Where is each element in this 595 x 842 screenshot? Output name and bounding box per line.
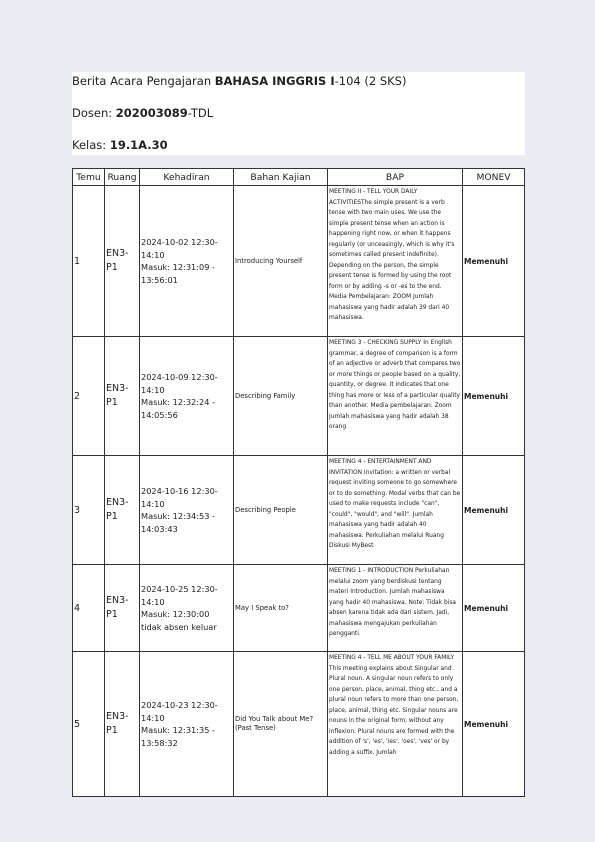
table-row xyxy=(73,337,525,456)
lecturer-id: 202003089 xyxy=(115,106,188,120)
table-row xyxy=(73,456,525,565)
cell-bap xyxy=(328,565,463,652)
cell-monev: Memenuhi xyxy=(463,652,525,797)
col-header-kehadiran: Kehadiran xyxy=(140,169,234,186)
cell-bahan-kajian: Describing People xyxy=(234,456,328,565)
cell-monev: Memenuhi xyxy=(463,186,525,337)
cell-temu: 2 xyxy=(73,337,105,456)
cell-monev: Memenuhi xyxy=(463,565,525,652)
cell-bahan-kajian: Describing Family xyxy=(234,337,328,456)
cell-ruang: EN3-P1 xyxy=(105,652,140,797)
class-prefix: Kelas: xyxy=(72,138,110,152)
bap-text: MEETING 4 - ENTERTAINMENT AND INVITATION Invitation: a written or verbal request inviting someone to go somewhere or to do something. Modal verbs that can be used to make requests include "can", "could", "would", and "will". Jumlah mahasiswa yang hadir adalah 40 mahasiswa. Perkuliahan melalui Ruang Diskusi MyBest xyxy=(329,459,461,549)
table-row xyxy=(73,652,525,797)
kehadiran-masuk: Masuk: 12:32:24 - 14:05:56 xyxy=(141,397,215,420)
course-name: BAHASA INGGRIS I xyxy=(214,74,335,88)
cell-temu: 1 xyxy=(73,186,105,337)
cell-bahan-kajian: May I Speak to? xyxy=(234,565,328,652)
cell-temu: 3 xyxy=(73,456,105,565)
cell-temu: 5 xyxy=(73,652,105,797)
lecturer-suffix: -TDL xyxy=(187,106,214,120)
cell-kehadiran xyxy=(140,337,234,456)
kehadiran-jadwal: 2024-10-16 12:30-14:10 xyxy=(141,486,218,509)
header-lecturer-line xyxy=(72,105,213,121)
cell-monev: Memenuhi xyxy=(463,337,525,456)
cell-kehadiran xyxy=(140,565,234,652)
header-class-line xyxy=(72,137,168,153)
kehadiran-masuk: Masuk: 12:31:35 - 13:58:32 xyxy=(141,725,215,748)
cell-kehadiran xyxy=(140,652,234,797)
cell-bap xyxy=(328,456,463,565)
table-row xyxy=(73,186,525,337)
table-header-row xyxy=(73,169,525,186)
cell-temu: 4 xyxy=(73,565,105,652)
class-code: 19.1A.30 xyxy=(109,138,168,152)
col-header-bap: BAP xyxy=(328,169,463,186)
lecturer-prefix: Dosen: xyxy=(72,106,116,120)
kehadiran-jadwal: 2024-10-02 12:30-14:10 xyxy=(141,237,218,260)
bap-table xyxy=(72,168,525,797)
table-row xyxy=(73,565,525,652)
cell-bap xyxy=(328,337,463,456)
bap-text: MEETING 1 - INTRODUCTION Perkuliahan melalui zoom yang berdiskusi tentang materi Introduction. Jumlah mahasiswa yang hadir 40 mahasiswa. Note: Tidak bisa absen karena tidak ada dari sistem. Jadi, mahasiswa mengajukan perkuliahan pengganti. xyxy=(329,568,457,637)
kehadiran-jadwal: 2024-10-23 12:30-14:10 xyxy=(141,700,218,723)
document-header xyxy=(72,72,525,155)
col-header-monev: MONEV xyxy=(463,169,525,186)
kehadiran-masuk: Masuk: 12:31:09 - 13:56:01 xyxy=(141,262,215,285)
kehadiran-jadwal: 2024-10-09 12:30-14:10 xyxy=(141,372,218,395)
cell-ruang: EN3-P1 xyxy=(105,186,140,337)
header-course-line xyxy=(72,73,406,89)
kehadiran-masuk: Masuk: 12:34:53 - 14:03:43 xyxy=(141,511,215,534)
col-header-ruang: Ruang xyxy=(105,169,140,186)
cell-ruang: EN3-P1 xyxy=(105,565,140,652)
cell-kehadiran xyxy=(140,186,234,337)
cell-ruang: EN3-P1 xyxy=(105,337,140,456)
col-header-temu: Temu xyxy=(73,169,105,186)
kehadiran-jadwal: 2024-10-25 12:30-14:10 xyxy=(141,584,218,607)
cell-kehadiran xyxy=(140,456,234,565)
bap-text: MEETING 4 - TELL ME ABOUT YOUR FAMILY This meeting explains about Singular and Plural noun. A singular noun refers to only one person, place, animal, thing etc., and a plural noun refers to more than one person, place, animal, thing etc. Singular nouns are nouns in the original form, without any inflexion. Plural nouns are formed with the addition of 's', 'es', 'ies', 'oes', 'ves' or by adding a suffix. Jumlah xyxy=(329,655,459,756)
course-suffix: -104 (2 SKS) xyxy=(334,74,407,88)
col-header-bahan-kajian: Bahan Kajian xyxy=(234,169,328,186)
bap-text: MEETING 3 - CHECKING SUPPLY In English grammar, a degree of comparison is a form of an adjective or adverb that compares two or more things or people based on a quality, quantity, or degree. It indicates that one thing has more or less of a particular quality than another. Media pembelajaran: Zoom Jumlah mahasiswa yang hadir adalah 38 orang xyxy=(329,340,461,430)
cell-ruang: EN3-P1 xyxy=(105,456,140,565)
cell-bahan-kajian: Did You Talk about Me? (Past Tense) xyxy=(234,652,328,797)
cell-bap xyxy=(328,652,463,797)
cell-bap xyxy=(328,186,463,337)
course-prefix: Berita Acara Pengajaran xyxy=(72,74,215,88)
cell-monev: Memenuhi xyxy=(463,456,525,565)
kehadiran-masuk: Masuk: 12:30:00 tidak absen keluar xyxy=(141,609,217,632)
cell-bahan-kajian: Introducing Yourself xyxy=(234,186,328,337)
bap-text: MEETING II - TELL YOUR DAILY ACTIVITIESThe simple present is a verb tense with two main uses. We use the simple present tense when an action is happening right now, or when it happens regularly (or unceasingly, which is why it's sometimes called present indefinite). Depending on the person, the simple present tense is formed by using the root form or by adding -s or -es to the end. Media Pembelajaran: ZOOM Jumlah mahasiswa yang hadir adalah 39 dari 40 mahasiswa. xyxy=(329,189,455,321)
